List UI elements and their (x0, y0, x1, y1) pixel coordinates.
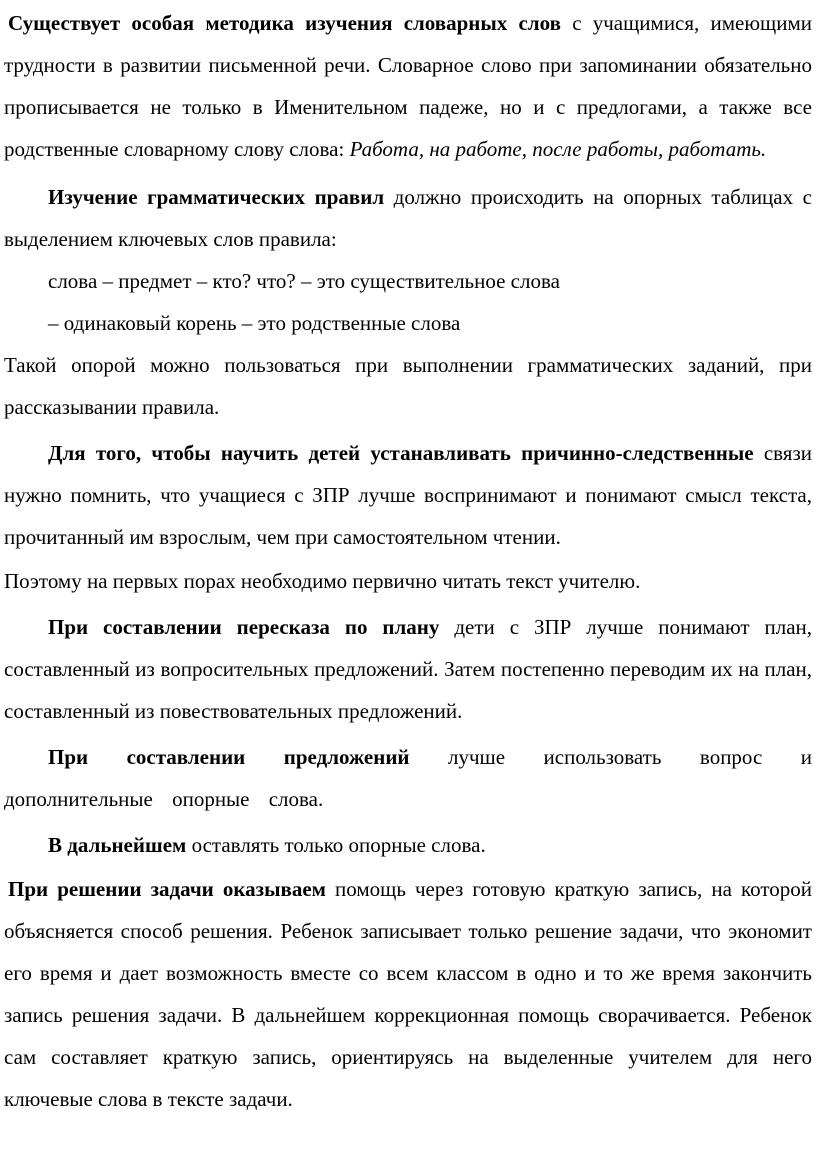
paragraph-heading: При составлении предложений (48, 745, 410, 769)
paragraph-text: помощь через готовую краткую запись, на которой объясняется способ решения. Ребенок записывает только решение задачи, что экономит его время и дает возможность вместе со всем классом в одно и то же время закончить запись решения задачи. В дальнейшем коррекционная помощь сворачивается. Ребенок сам составляет краткую запись, ориентируясь на выделенные учителем для него ключевые слова в тексте задачи. (4, 877, 812, 1111)
paragraph-text: – одинаковый корень – это родственные слова (48, 311, 461, 335)
paragraph-text: оставлять только опорные слова. (186, 833, 486, 857)
paragraph-text: слова – предмет – кто? что? – это существительное слова (48, 269, 560, 293)
paragraph-text: должно происходить на опорных таблицах с выделением ключевых слов правила: (4, 185, 812, 251)
paragraph-text: дети с ЗПР лучше понимают план, составленный из вопросительных предложений. Затем постепенно переводим их на план, составленный из повествовательных предложений. (4, 615, 813, 723)
paragraph-heading: Изучение грамматических правил (48, 185, 385, 209)
paragraph-later-support (4, 824, 812, 866)
paragraph-heading: В дальнейшем (48, 833, 187, 857)
rule-line-noun (4, 260, 812, 302)
paragraph-retelling-plan (4, 606, 812, 732)
paragraph-heading: При решении задачи оказываем (8, 877, 326, 901)
paragraph-text: с учащимися, имеющими трудности в развитии письменной речи. Словарное слово при запоминании обязательно прописывается не только в Именительном падеже, но и с предлогами, а также все родственные словарному слову слова: (4, 11, 812, 161)
paragraph-heading: При составлении пересказа по плану (48, 615, 440, 639)
paragraph-sentence-building (4, 736, 812, 820)
paragraph-support-usage (4, 344, 812, 428)
rule-line-related-words (4, 302, 812, 344)
paragraph-dictionary-words (4, 2, 812, 170)
paragraph-cause-effect (4, 432, 812, 558)
paragraph-reading-teacher (4, 560, 812, 602)
paragraph-text: Поэтому на первых порах необходимо первично читать текст учителю. (4, 569, 641, 593)
paragraph-text: Такой опорой можно пользоваться при выполнении грамматических заданий, при рассказывании правила. (4, 353, 812, 419)
paragraph-heading: Существует особая методика изучения словарных слов (8, 11, 561, 35)
paragraph-examples: Работа, на работе, после работы, работать. (349, 137, 767, 161)
paragraph-text: связи нужно помнить, что учащиеся с ЗПР лучше воспринимают и понимают смысл текста, прочитанный им взрослым, чем при самостоятельном чтении. (4, 441, 812, 549)
paragraph-grammar-rules (4, 176, 812, 260)
paragraph-text: лучше использовать вопрос и дополнительные опорные слова. (4, 745, 812, 811)
paragraph-heading: Для того, чтобы научить детей устанавливать причинно-следственные (48, 441, 754, 465)
paragraph-problem-solving (4, 868, 812, 1120)
